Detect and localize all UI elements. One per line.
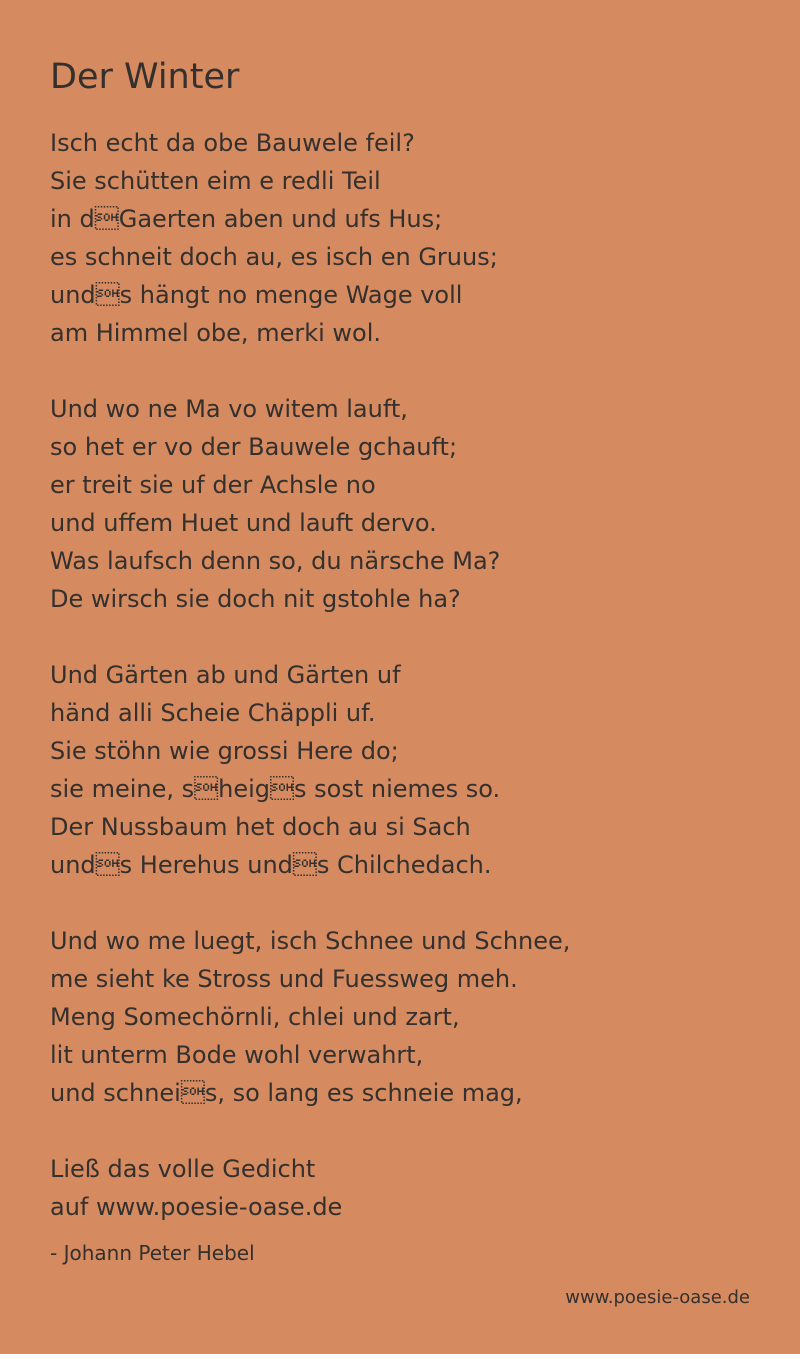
poem-line: De wirsch sie doch nit gstohle ha? [50, 585, 461, 613]
poem-line: unds hängt no menge Wage voll [50, 281, 463, 309]
stanza-3 [50, 656, 570, 884]
poem-line: händ alli Scheie Chäppli uf. [50, 699, 376, 727]
poem-line: Und wo ne Ma vo witem lauft, [50, 395, 408, 423]
poem-line: es schneit doch au, es isch en Gruus; [50, 243, 498, 271]
note-line: Ließ das volle Gedicht [50, 1155, 316, 1183]
poem-line: lit unterm Bode wohl verwahrt, [50, 1041, 424, 1069]
poem-line: und schneis, so lang es schneie mag, [50, 1079, 523, 1107]
poem-line: so het er vo der Bauwele gchauft; [50, 433, 458, 461]
poem-line: unds Herehus unds Chilchedach. [50, 851, 492, 879]
note-link-line: auf www.poesie-oase.de [50, 1193, 343, 1221]
poem-line: in dGaerten aben und ufs Hus; [50, 205, 443, 233]
stanza-1 [50, 124, 570, 352]
poem-line: und uffem Huet und lauft dervo. [50, 509, 437, 537]
site-watermark: www.poesie-oase.de [565, 1287, 750, 1308]
poem-line: me sieht ke Stross und Fuessweg meh. [50, 965, 518, 993]
author-credit: - Johann Peter Hebel [50, 1241, 255, 1265]
poem-line: er treit sie uf der Achsle no [50, 471, 376, 499]
poem-line: am Himmel obe, merki wol. [50, 319, 382, 347]
poem-line: Der Nussbaum het doch au si Sach [50, 813, 471, 841]
poem-line: Sie schütten eim e redli Teil [50, 167, 381, 195]
poem-line: Sie stöhn wie grossi Here do; [50, 737, 399, 765]
stanza-2 [50, 390, 570, 618]
poem-body [50, 124, 570, 1150]
poem-line: Isch echt da obe Bauwele feil? [50, 129, 415, 157]
poem-line: Und wo me luegt, isch Schnee und Schnee, [50, 927, 571, 955]
poem-line: sie meine, sheigs sost niemes so. [50, 775, 501, 803]
full-poem-note [50, 1150, 342, 1226]
stanza-4 [50, 922, 570, 1112]
poem-line: Was laufsch denn so, du närsche Ma? [50, 547, 501, 575]
poem-line: Meng Somechörnli, chlei und zart, [50, 1003, 460, 1031]
poem-line: Und Gärten ab und Gärten uf [50, 661, 401, 689]
poem-title: Der Winter [50, 57, 240, 97]
